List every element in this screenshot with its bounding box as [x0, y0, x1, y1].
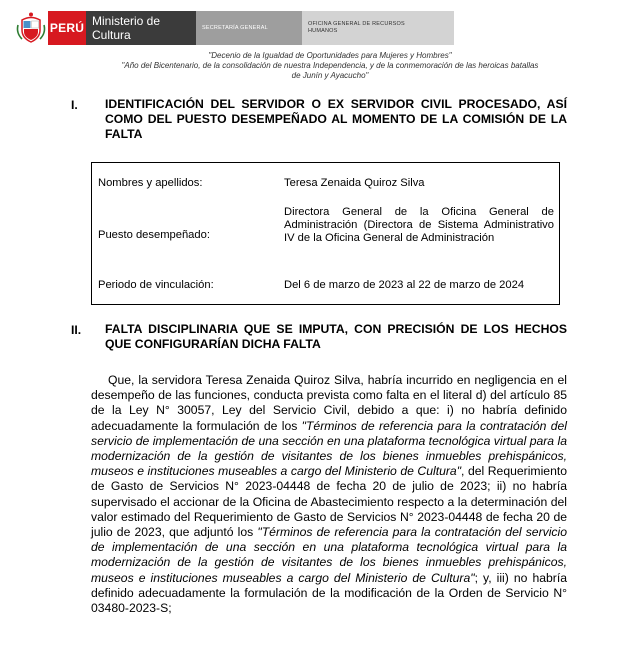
row-period-label: Periodo de vinculación:	[98, 279, 214, 291]
section-2-title: FALTA DISCIPLINARIA QUE SE IMPUTA, CON PRECISIÓN DE LOS HECHOS QUE CONFIGURARÍAN DICHA FALTA	[105, 322, 567, 351]
coat-of-arms-logo	[14, 11, 48, 45]
page-header	[14, 11, 454, 45]
motto-line-1: "Decenio de la Igualdad de Oportunidades para Mujeres y Hombres"	[208, 51, 452, 60]
office-label-line1: OFICINA GENERAL DE RECURSOS	[308, 21, 405, 27]
shield-icon	[14, 11, 48, 45]
charge-paragraph	[91, 373, 567, 616]
section-1-title: IDENTIFICACIÓN DEL SERVIDOR O EX SERVIDOR CIVIL PROCESADO, ASÍ COMO DEL PUESTO DESEMPEÑADO AL MOMENTO DE LA COMISIÓN DE LA FALTA	[105, 97, 567, 141]
section-2-number: II.	[71, 323, 82, 337]
row-name-value: Teresa Zenaida Quiroz Silva	[284, 177, 425, 189]
server-info-table	[91, 162, 560, 305]
row-position-label: Puesto desempeñado:	[98, 229, 210, 241]
paragraph-part-3: ; y, iii) no habría definido adecuadamente la formulación de la modificación de la Orden de Servicio N° 03480-2023-S;	[91, 570, 567, 616]
peru-label: PERÚ	[48, 11, 86, 45]
paragraph-part-2: , del Requerimiento de Gasto de Servicios N° 2023-04448 de fecha 20 de julio de 2023; ii) no habría supervisado el accionar de la Oficina de Abastecimiento respecto a la determinación del valor estimado del Requerimiento de Gasto de Servicios N° 2023-04448 de fecha 20 de julio de 2023, que adjuntó los	[91, 464, 568, 540]
row-name-label: Nombres y apellidos:	[98, 177, 203, 189]
motto-line-2	[60, 61, 600, 81]
secretariat-label: SECRETARÍA GENERAL	[196, 11, 302, 45]
ministry-label: Ministerio de Cultura	[86, 11, 196, 45]
office-label	[302, 11, 454, 45]
office-label-line2: HUMANOS	[308, 28, 338, 34]
paragraph-italic-2: "Términos de referencia para la contratación del servicio de implementación de una sección en una plataforma tecnológica virtual para la modernización de la gestión de visitantes de los bienes inmuebles prehispánicos, museos e instituciones museables a cargo del Ministerio de Cultura"	[91, 525, 568, 585]
section-1-number: I.	[71, 98, 78, 112]
motto-line-2a: "Año del Bicentenario, de la consolidación de nuestra Independencia, y de la conmemoración de las heroicas batallas	[121, 61, 539, 70]
paragraph-italic-1: "Términos de referencia para la contratación del servicio de implementación de una sección en una plataforma tecnológica virtual para la modernización de la gestión de visitantes de los bienes inmuebles prehispánicos, museos e instituciones museables a cargo del Ministerio de Cultura"	[91, 418, 567, 479]
row-period-value: Del 6 de marzo de 2023 al 22 de marzo de 2024	[284, 279, 525, 291]
paragraph-part-1: Que, la servidora Teresa Zenaida Quiroz Silva, habría incurrido en negligencia en el desempeño de las funciones, conducta prevista como falta en el literal d) del artículo 85 de la Ley N° 30057, Ley del Servicio Civil, debido a que: i) no habría definido adecuadamente la formulación de los	[91, 373, 567, 433]
motto-line-2b: de Junín y Ayacucho"	[291, 71, 369, 80]
row-position-value: Directora General de la Oficina General de Administración (Directora de Sistema Administrativo IV de la Oficina General de Administración	[284, 206, 554, 244]
